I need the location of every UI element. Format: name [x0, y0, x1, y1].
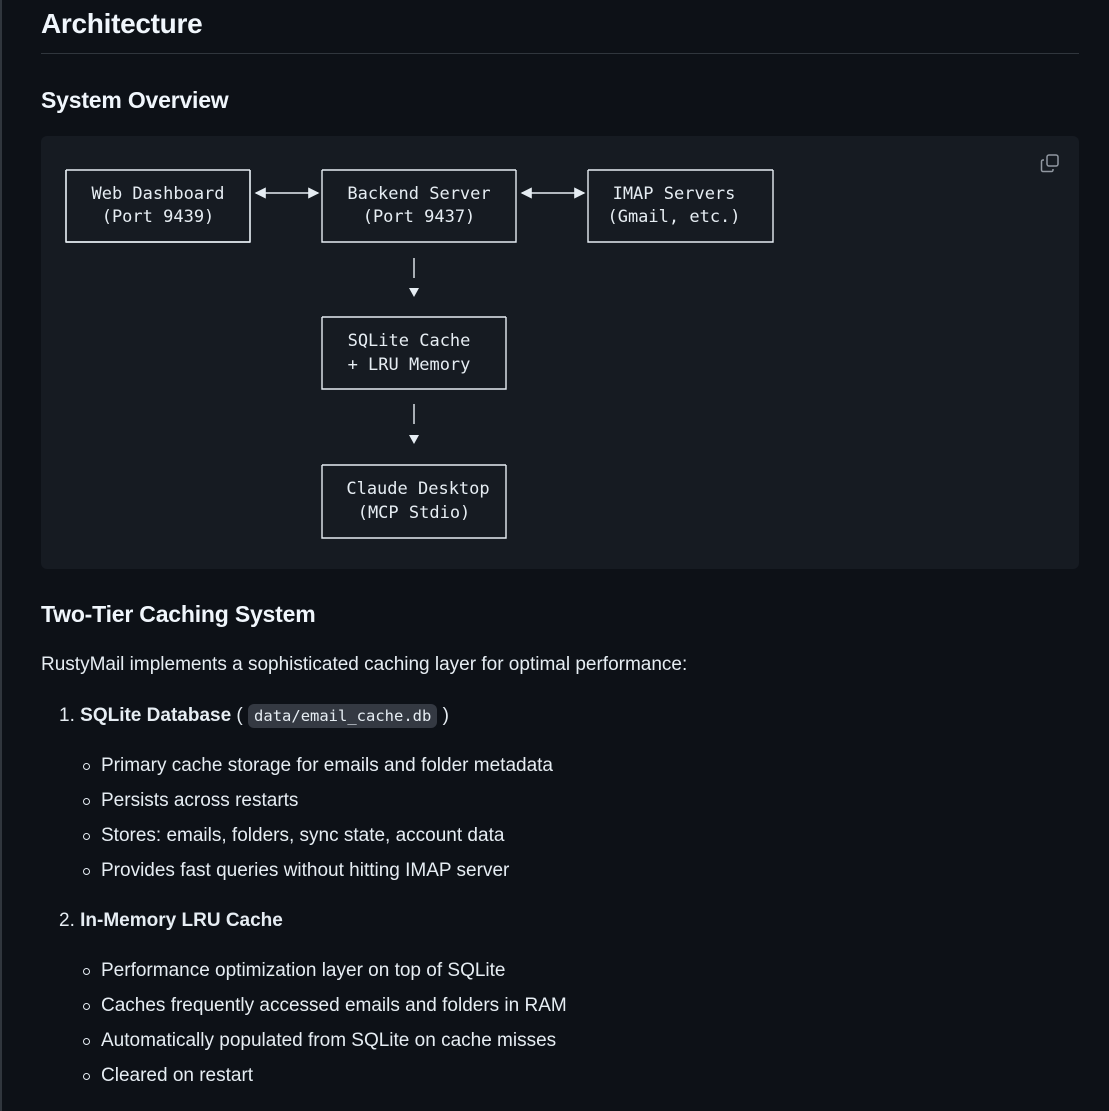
- architecture-diagram: [41, 136, 1079, 569]
- db-path-code: data/email_cache.db: [248, 704, 437, 728]
- system-overview-heading: System Overview: [41, 87, 229, 113]
- list-item-sqlite: [59, 703, 449, 729]
- claude-desktop-box: [322, 465, 506, 538]
- page-title: Architecture: [41, 8, 203, 39]
- imap-servers-box: [588, 170, 773, 242]
- open-paren: (: [236, 705, 243, 726]
- list-item: Cleared on restart: [101, 1063, 253, 1089]
- copy-icon[interactable]: [1039, 152, 1061, 174]
- web-dashboard-label: Web Dashboard: [91, 184, 225, 204]
- backend-server-label: Backend Server: [347, 184, 491, 204]
- close-paren: ): [442, 705, 449, 726]
- list-item: Performance optimization layer on top of SQLite: [101, 958, 505, 984]
- list-item: Persists across restarts: [101, 788, 298, 814]
- backend-server-port: (Port 9437): [362, 207, 476, 227]
- backend-server-box: [322, 170, 516, 242]
- left-border: [0, 0, 2, 1111]
- list-number: 2.: [59, 910, 75, 931]
- list-item: Provides fast queries without hitting IMAP server: [101, 858, 509, 884]
- list-item: Automatically populated from SQLite on cache misses: [101, 1028, 556, 1054]
- claude-desktop-label: Claude Desktop: [346, 479, 490, 499]
- list-item: Caches frequently accessed emails and folders in RAM: [101, 993, 567, 1019]
- list-item-title: SQLite Database: [80, 705, 232, 726]
- list-item: Primary cache storage for emails and folder metadata: [101, 753, 553, 779]
- imap-servers-label: IMAP Servers: [612, 184, 736, 204]
- mcp-stdio-label: (MCP Stdio): [357, 503, 471, 523]
- caching-intro: RustyMail implements a sophisticated caching layer for optimal performance:: [41, 654, 688, 675]
- architecture-diagram-block: [41, 136, 1079, 569]
- sqlite-cache-box: [322, 317, 506, 389]
- sqlite-claude-arrowhead: [409, 435, 419, 444]
- web-dashboard-port: (Port 9439): [101, 207, 215, 227]
- imap-servers-detail: (Gmail, etc.): [607, 207, 741, 227]
- caching-heading: Two-Tier Caching System: [41, 601, 316, 627]
- backend-sqlite-arrowhead: [409, 288, 419, 297]
- heading-divider: [41, 53, 1079, 54]
- list-item-title: In-Memory LRU Cache: [80, 910, 283, 931]
- list-item-lru: [59, 908, 283, 934]
- sqlite-cache-label: SQLite Cache: [347, 331, 471, 351]
- lru-memory-label: + LRU Memory: [347, 355, 471, 375]
- list-item: Stores: emails, folders, sync state, account data: [101, 823, 504, 849]
- list-number: 1.: [59, 705, 75, 726]
- web-dashboard-box: [66, 170, 250, 242]
